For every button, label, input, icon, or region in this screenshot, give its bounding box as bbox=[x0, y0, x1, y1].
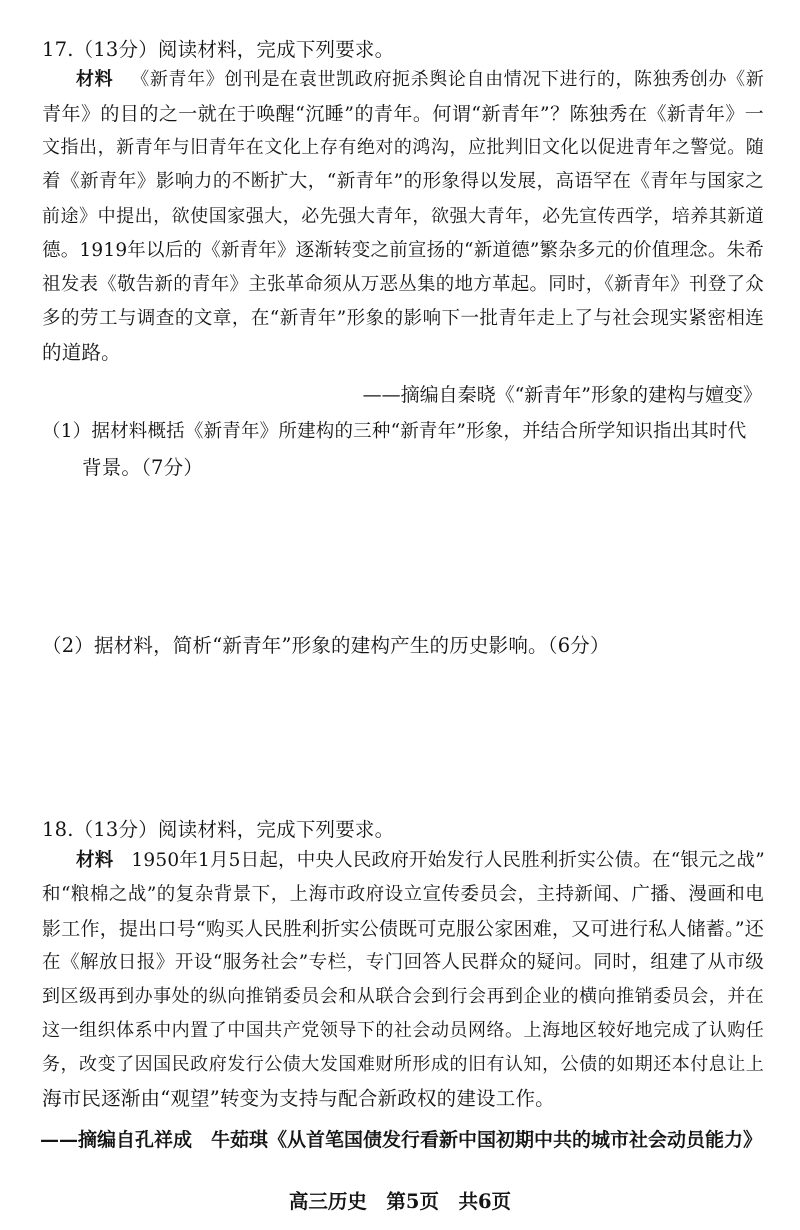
q17-source: ——摘编自秦晓《“新青年”形象的建构与嬗变》 bbox=[362, 384, 762, 406]
q18-material-label: 材料 bbox=[76, 850, 114, 871]
q18-material-line-4: 在《解放日报》开设“服务社会”专栏，专门回答人民群众的疑问。同时，组建了从市级 bbox=[42, 952, 764, 973]
q18-material-line-6: 这一组织体系中内置了中国共产党领导下的社会动员网络。上海地区较好地完成了认购任 bbox=[42, 1020, 764, 1041]
q18-material-line-7: 务，改变了因国民政府发行公债大发国难财所形成的旧有认知，公债的如期还本付息让上 bbox=[42, 1054, 764, 1075]
page-footer: 高三历史 第5页 共6页 bbox=[288, 1190, 512, 1213]
q17-sub1-line-2: 背景。（7分） bbox=[82, 456, 204, 479]
q18-source: ——摘编自孔祥成 牛茹琪《从首笔国债发行看新中国初期中共的城市社会动员能力》 bbox=[39, 1129, 762, 1151]
q17-sub2: （2）据材料，简析“新青年”形象的建构产生的历史影响。（6分） bbox=[42, 634, 610, 657]
q17-material-line-7: 祖发表《敬告新的青年》主张革命须从万恶丛集的地方革起。同时，《新青年》刊登了众 bbox=[42, 274, 764, 295]
q17-material-line-5: 前途》中提出，欲使国家强大，必先强大青年，欲强大青年，必先宣传西学，培养其新道 bbox=[42, 206, 764, 227]
q18-material-line-5: 到区级再到办事处的纵向推销委员会和从联合会到行会再到企业的横向推销委员会，并在 bbox=[42, 986, 764, 1007]
q18-material-line-8: 海市民逐渐由“观望”转变为支持与配合新政权的建设工作。 bbox=[42, 1087, 555, 1110]
q17-material-line-9: 的道路。 bbox=[42, 341, 121, 364]
q18-material-line-3: 影工作，提出口号“购买人民胜利折实公债既可克服公家困难，又可进行私人储蓄。”还 bbox=[42, 918, 764, 940]
q17-material-line-3: 文指出，新青年与旧青年在文化上存有绝对的鸿沟，应批判旧文化以促进青年之警觉。随 bbox=[42, 137, 764, 158]
q18-header: 18.（13分）阅读材料，完成下列要求。 bbox=[42, 818, 395, 841]
q17-material-line-2: 青年》的目的之一就在于唤醒“沉睡”的青年。何谓“新青年”？陈独秀在《新青年》一 bbox=[42, 103, 764, 125]
q17-material-line-1: 材料 《新青年》创刊是在袁世凯政府扼杀舆论自由情况下进行的，陈独秀创办《新 bbox=[76, 69, 764, 90]
q17-sub1-line-1: （1）据材料概括《新青年》所建构的三种“新青年”形象，并结合所学知识指出其时代 bbox=[42, 421, 747, 442]
q18-material-line-1: 材料 1950年1月5日起，中央人民政府开始发行人民胜利折实公债。在“银元之战” bbox=[76, 850, 765, 871]
q17-header: 17.（13分）阅读材料，完成下列要求。 bbox=[42, 38, 395, 61]
q17-material-line-4: 着《新青年》影响力的不断扩大，“新青年”的形象得以发展，高语罕在《青年与国家之 bbox=[42, 171, 764, 192]
q17-material-line-8: 多的劳工与调查的文章，在“新青年”形象的影响下一批青年走上了与社会现实紧密相连 bbox=[42, 308, 764, 329]
q18-material-line-2: 和“粮棉之战”的复杂背景下，上海市政府设立宣传委员会，主持新闻、广播、漫画和电 bbox=[42, 884, 764, 905]
q17-material-label: 材料 bbox=[76, 69, 114, 90]
q17-material-line-6: 德。1919年以后的《新青年》逐渐转变之前宣扬的“新道德”繁杂多元的价值理念。朱希 bbox=[42, 240, 764, 261]
